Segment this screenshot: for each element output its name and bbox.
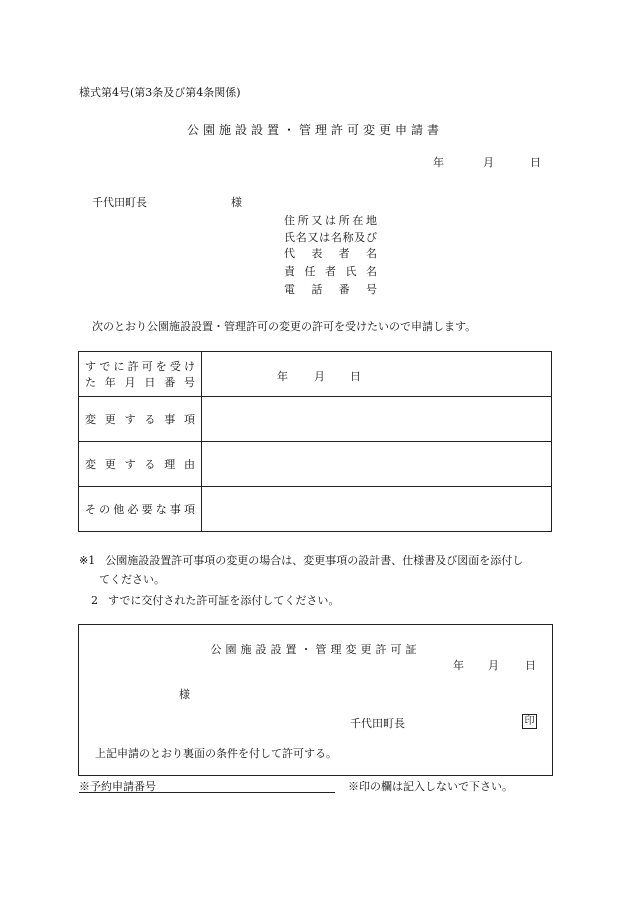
change-reason-value[interactable] xyxy=(202,442,552,487)
document-title: 公園施設設置・管理許可変更申請書 xyxy=(186,123,443,137)
table-row xyxy=(79,442,552,487)
other-items-label: その他必要な事項 xyxy=(79,487,202,532)
permit-year-label: 年 xyxy=(453,659,464,672)
applicant-address-label: 住所又は所在地 xyxy=(284,214,377,227)
reservation-number-label: ※予約申請番号 xyxy=(79,780,156,793)
date-year-label: 年 xyxy=(433,156,444,169)
official-seal-icon: 印 xyxy=(522,714,537,729)
intro-text: 次のとおり公園施設設置・管理許可の変更の許可を受けたいので申請します。 xyxy=(92,320,477,333)
change-reason-label: 変更する理由 xyxy=(79,442,202,487)
date-day-label: 日 xyxy=(530,156,541,169)
note-2: 2 すでに交付された許可証を添付してください。 xyxy=(91,594,340,607)
permit-title: 公園施設設置・管理変更許可証 xyxy=(210,643,421,656)
permit-body: 上記申請のとおり裏面の条件を付して許可する。 xyxy=(95,747,337,760)
other-items-value[interactable] xyxy=(202,487,552,532)
table-row xyxy=(79,352,552,397)
change-items-value[interactable] xyxy=(202,397,552,442)
addressee: 千代田町長 xyxy=(92,196,147,209)
change-items-label: 変更する事項 xyxy=(79,397,202,442)
honorific: 様 xyxy=(231,196,242,209)
permit-day-label: 日 xyxy=(525,659,536,672)
note-1-continued: てください。 xyxy=(99,573,165,586)
date-month-label: 月 xyxy=(483,156,494,169)
applicant-name-label: 氏名又は名称及び xyxy=(284,231,377,244)
note-1: ※1 公園施設設置許可事項の変更の場合は、変更事項の設計書、仕様書及び図面を添付し xyxy=(79,554,524,567)
prior-permit-value[interactable]: 年 月 日 xyxy=(202,352,552,397)
permit-honorific: 様 xyxy=(179,688,190,701)
application-table xyxy=(78,351,552,532)
permit-issuer: 千代田町長 xyxy=(350,717,405,730)
permit-certificate-box xyxy=(78,624,553,776)
table-row xyxy=(79,397,552,442)
form-number: 様式第4号(第3条及び第4条関係) xyxy=(79,86,241,99)
reservation-number-field[interactable] xyxy=(79,778,335,793)
representative-label: 代表者名 xyxy=(284,247,377,260)
responsible-person-label: 責任者氏名 xyxy=(284,265,377,278)
table-row xyxy=(79,487,552,532)
footer-note: ※印の欄は記入しないで下さい。 xyxy=(348,780,513,793)
permit-month-label: 月 xyxy=(488,659,499,672)
phone-number-label: 電話番号 xyxy=(284,283,377,296)
prior-permit-label: すでに許可を受け た年月日番号 xyxy=(79,352,202,397)
